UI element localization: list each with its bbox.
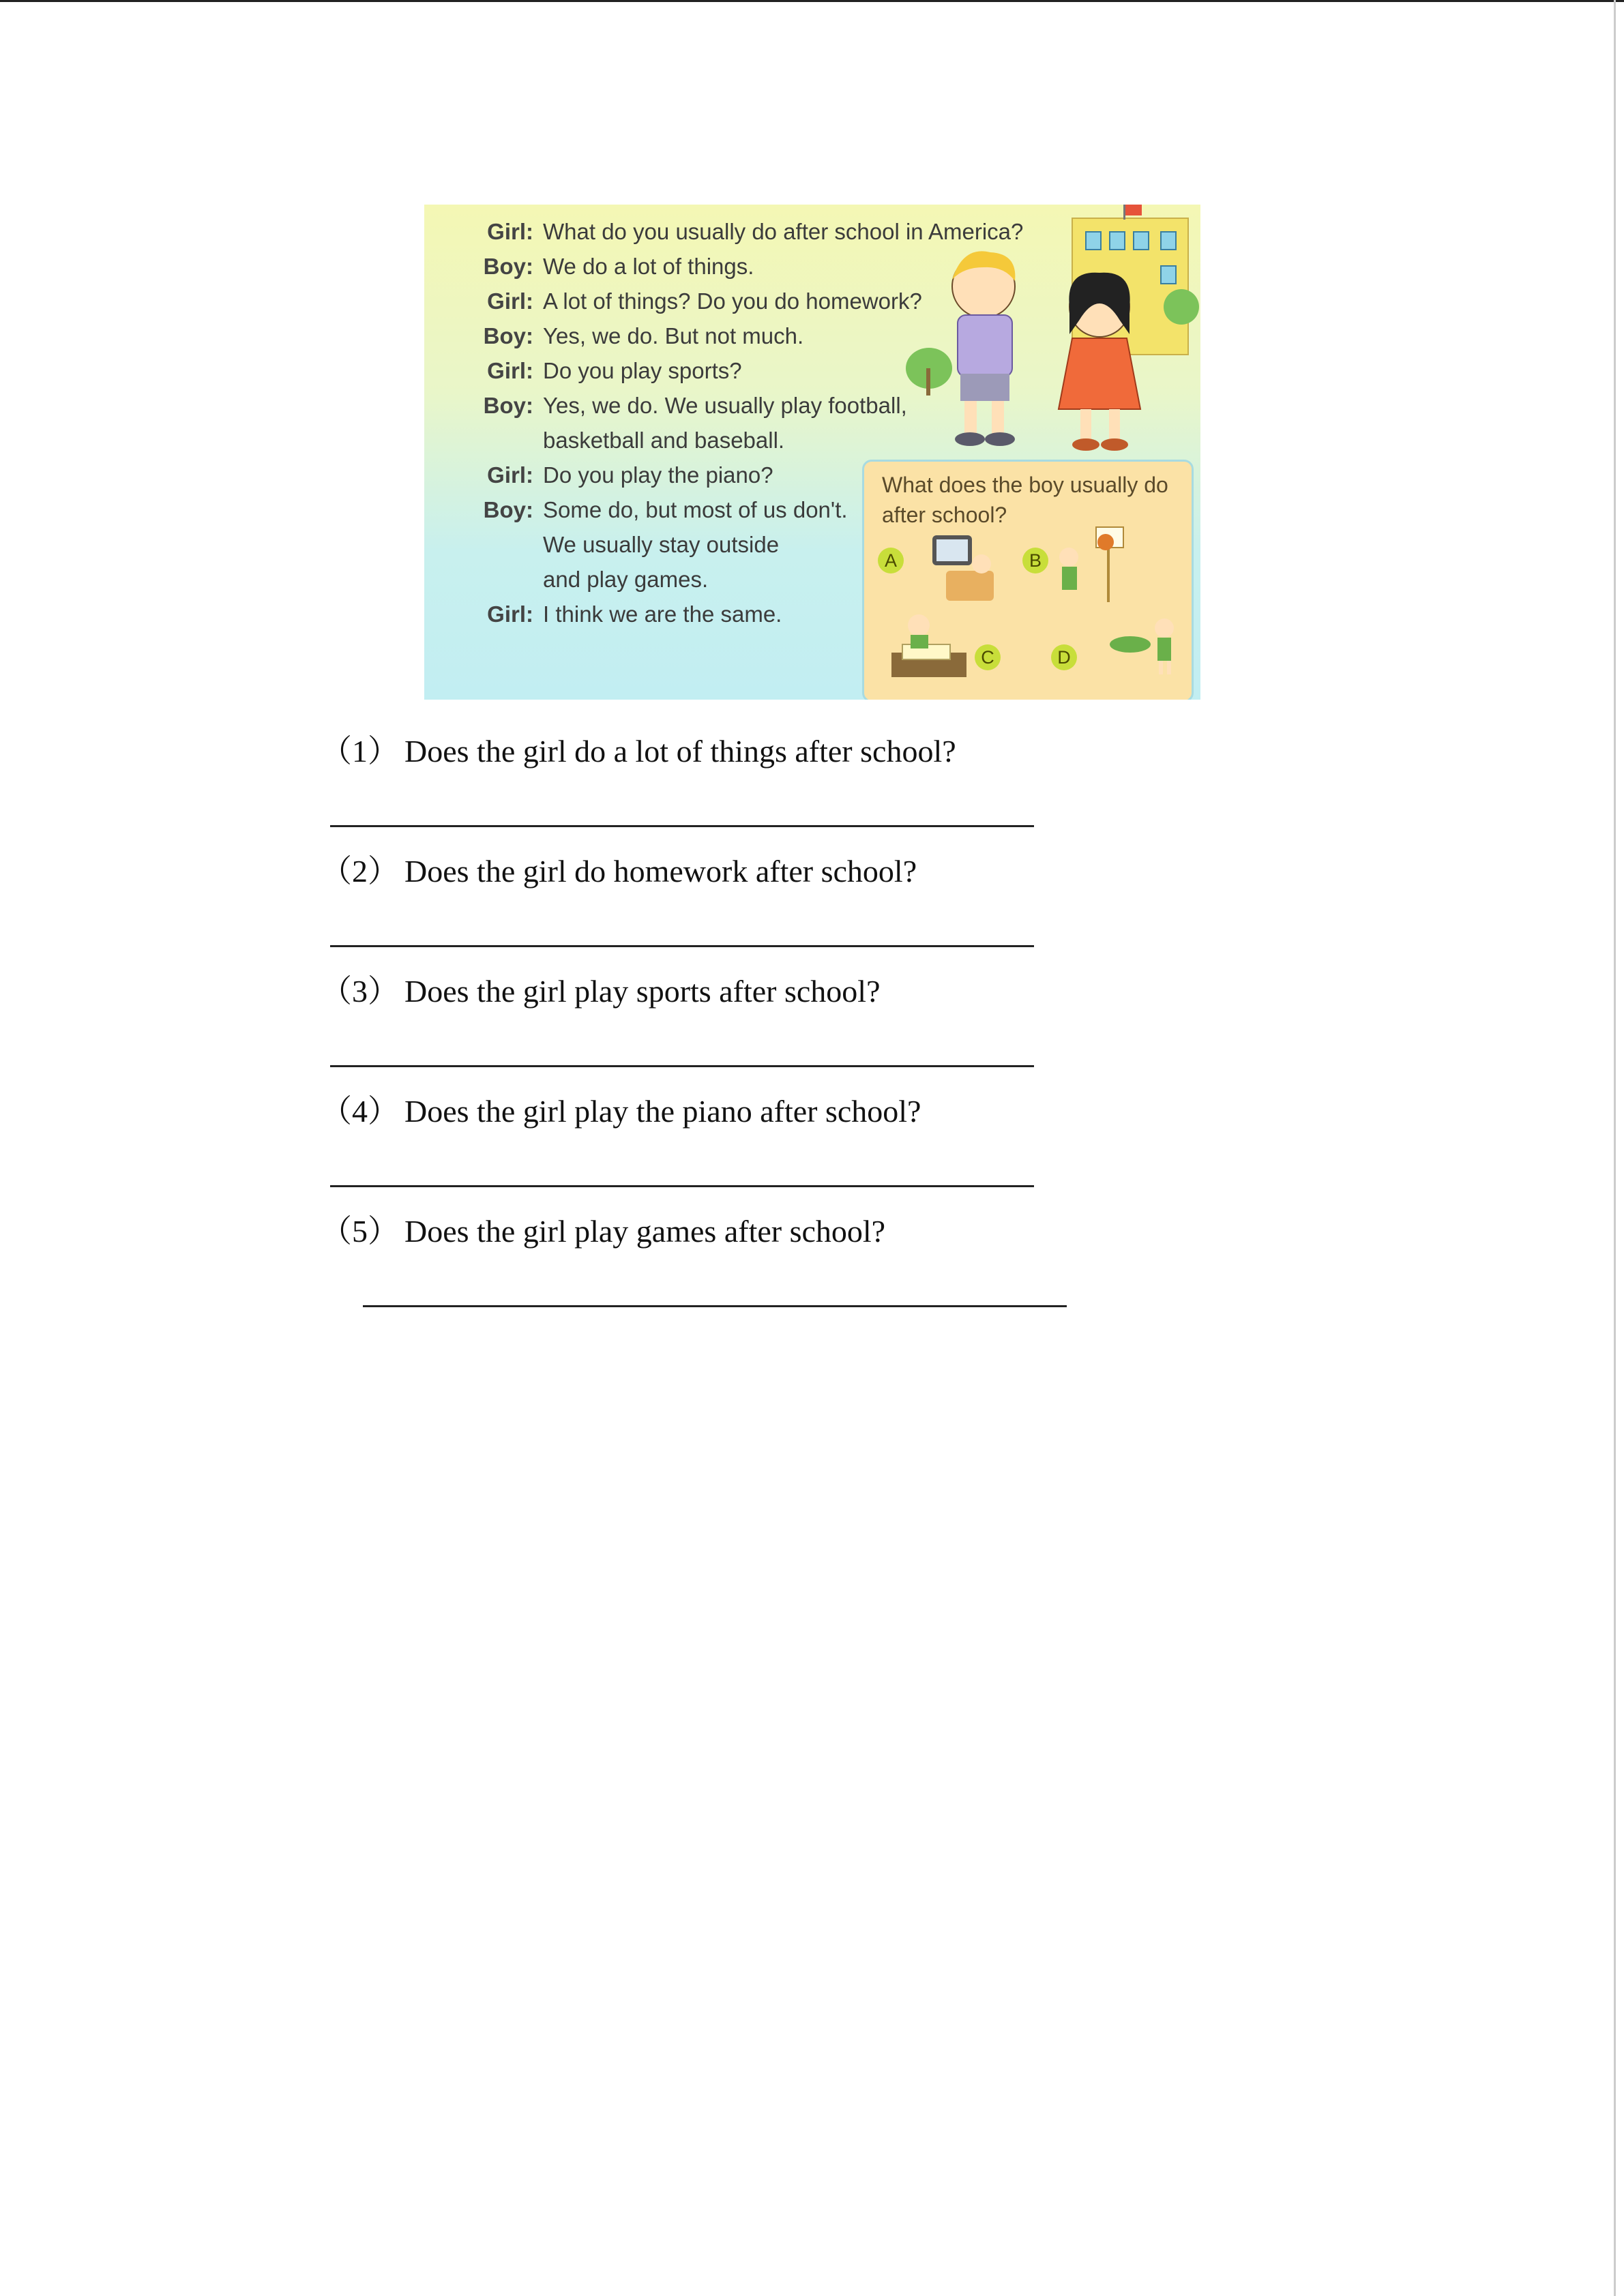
utterance: Do you play sports? [543, 358, 742, 383]
children-illustration [902, 205, 1200, 464]
utterance: basketball and baseball. [543, 428, 785, 453]
utterance: Yes, we do. But not much. [543, 323, 804, 348]
utterance: I think we are the same. [543, 601, 782, 627]
utterance: A lot of things? Do you do homework? [543, 288, 922, 314]
question-2 [321, 846, 917, 891]
utterance: Yes, we do. We usually play football, [543, 393, 907, 418]
option-c-badge: C [975, 644, 1001, 670]
speaker: Boy: [483, 393, 533, 418]
question-text: Does the girl do a lot of things after school? [404, 734, 956, 769]
speaker: Girl: [487, 601, 533, 627]
utterance: and play games. [543, 567, 709, 592]
speaker [452, 562, 543, 597]
bush-icon [906, 348, 952, 396]
dialogue-picture [424, 205, 1200, 700]
drawing-icon [891, 614, 966, 677]
girl-icon [1059, 273, 1140, 451]
option-b-badge: B [1022, 548, 1048, 573]
speaker: Girl: [487, 358, 533, 383]
answer-line-3[interactable] [330, 1065, 1034, 1067]
activity-illustrations [864, 462, 1192, 700]
speaker: Girl: [487, 288, 533, 314]
basketball-icon [1059, 527, 1123, 602]
question-text: Does the girl play the piano after school? [404, 1094, 921, 1129]
option-a-badge: A [878, 548, 904, 573]
utterance: What do you usually do after school in America? [543, 219, 1024, 244]
question-text: Does the girl play games after school? [404, 1214, 886, 1249]
speaker: Girl: [487, 462, 533, 488]
right-border [1614, 0, 1616, 2296]
question-number: （2） [321, 854, 399, 889]
speaker: Boy: [483, 254, 533, 279]
question-3 [321, 966, 880, 1011]
boy-icon [952, 251, 1015, 446]
question-number: （1） [321, 734, 399, 769]
utterance: We do a lot of things. [543, 254, 754, 279]
tv-watching-icon [932, 535, 994, 601]
question-4 [321, 1086, 921, 1131]
answer-line-2[interactable] [330, 945, 1034, 947]
answer-line-1[interactable] [330, 825, 1034, 827]
question-1 [321, 726, 956, 771]
answer-line-4[interactable] [330, 1185, 1034, 1187]
option-d-badge: D [1051, 644, 1077, 670]
speaker: Boy: [483, 323, 533, 348]
quiz-question: What does the boy usually do after school? [882, 473, 1168, 527]
utterance: We usually stay outside [543, 532, 780, 557]
top-border [0, 0, 1624, 2]
question-number: （4） [321, 1094, 399, 1129]
utterance: Some do, but most of us don't. [543, 497, 848, 522]
question-number: （5） [321, 1214, 399, 1249]
speaker: Girl: [487, 219, 533, 244]
speaker [452, 423, 543, 458]
question-5 [321, 1206, 885, 1251]
quiz-box [862, 460, 1194, 700]
playing-games-icon [1110, 618, 1174, 674]
answer-line-5[interactable] [363, 1305, 1067, 1307]
question-text: Does the girl play sports after school? [404, 974, 881, 1009]
question-number: （3） [321, 974, 399, 1009]
speaker [452, 527, 543, 562]
utterance: Do you play the piano? [543, 462, 773, 488]
speaker: Boy: [483, 497, 533, 522]
question-text: Does the girl do homework after school? [404, 854, 917, 889]
